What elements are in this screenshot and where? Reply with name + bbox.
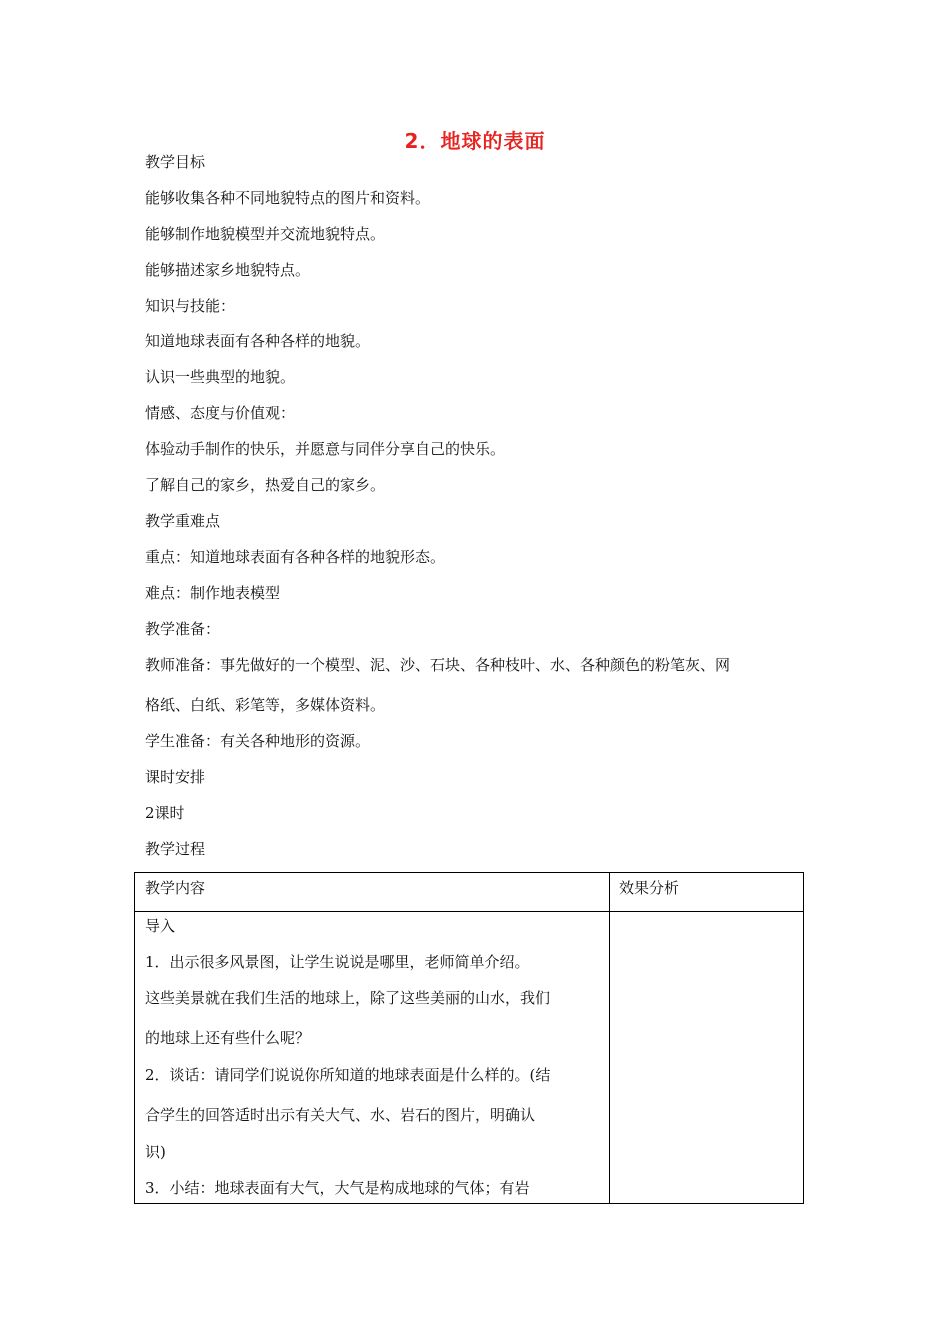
attitude-line-1: 体验动手制作的快乐，并愿意与同伴分享自己的快乐。 [145,440,506,458]
section-heading-knowledge: 知识与技能： [145,297,236,315]
objective-line-2: 能够制作地貌模型并交流地貌特点。 [145,225,386,243]
table-content-line: 3．小结：地球表面有大气，大气是构成地球的气体；有岩 [145,1179,530,1197]
table-content-line: 识) [145,1143,166,1161]
table-header-divider [135,911,803,912]
key-point-line: 重点：知道地球表面有各种各样的地貌形态。 [145,548,446,566]
lesson-process-table [134,872,804,1204]
section-heading-preparation: 教学准备： [145,620,221,638]
table-header-content: 教学内容 [145,879,206,897]
section-heading-key-points: 教学重难点 [145,512,221,530]
schedule-value: 2课时 [145,804,185,822]
knowledge-line-1: 知道地球表面有各种各样的地貌。 [145,332,371,350]
objective-line-1: 能够收集各种不同地貌特点的图片和资料。 [145,189,431,207]
section-heading-process: 教学过程 [145,840,206,858]
teacher-preparation-line-2: 格纸、白纸、彩笔等，多媒体资料。 [145,696,386,714]
student-preparation-line: 学生准备：有关各种地形的资源。 [145,732,371,750]
section-heading-objectives: 教学目标 [145,153,206,171]
table-content-line: 导入 [145,917,176,935]
table-header-analysis: 效果分析 [619,879,680,897]
difficulty-line: 难点：制作地表模型 [145,584,281,602]
table-content-line: 这些美景就在我们生活的地球上，除了这些美丽的山水，我们 [145,989,551,1007]
teacher-preparation-line-1: 教师准备：事先做好的一个模型、泥、沙、石块、各种枝叶、水、各种颜色的粉笔灰、网 [145,656,731,674]
table-content-line: 的地球上还有些什么呢？ [145,1029,311,1047]
knowledge-line-2: 认识一些典型的地貌。 [145,368,296,386]
attitude-line-2: 了解自己的家乡，热爱自己的家乡。 [145,476,386,494]
table-content-line: 2．谈话：请同学们说说你所知道的地球表面是什么样的。(结 [145,1066,551,1084]
table-content-line: 1．出示很多风景图，让学生说说是哪里，老师简单介绍。 [145,953,530,971]
section-heading-schedule: 课时安排 [145,768,206,786]
table-content-line: 合学生的回答适时出示有关大气、水、岩石的图片，明确认 [145,1106,536,1124]
section-heading-attitude: 情感、态度与价值观： [145,404,296,422]
table-column-divider [609,873,610,1203]
objective-line-3: 能够描述家乡地貌特点。 [145,261,311,279]
document-title: 2．地球的表面 [404,129,546,153]
